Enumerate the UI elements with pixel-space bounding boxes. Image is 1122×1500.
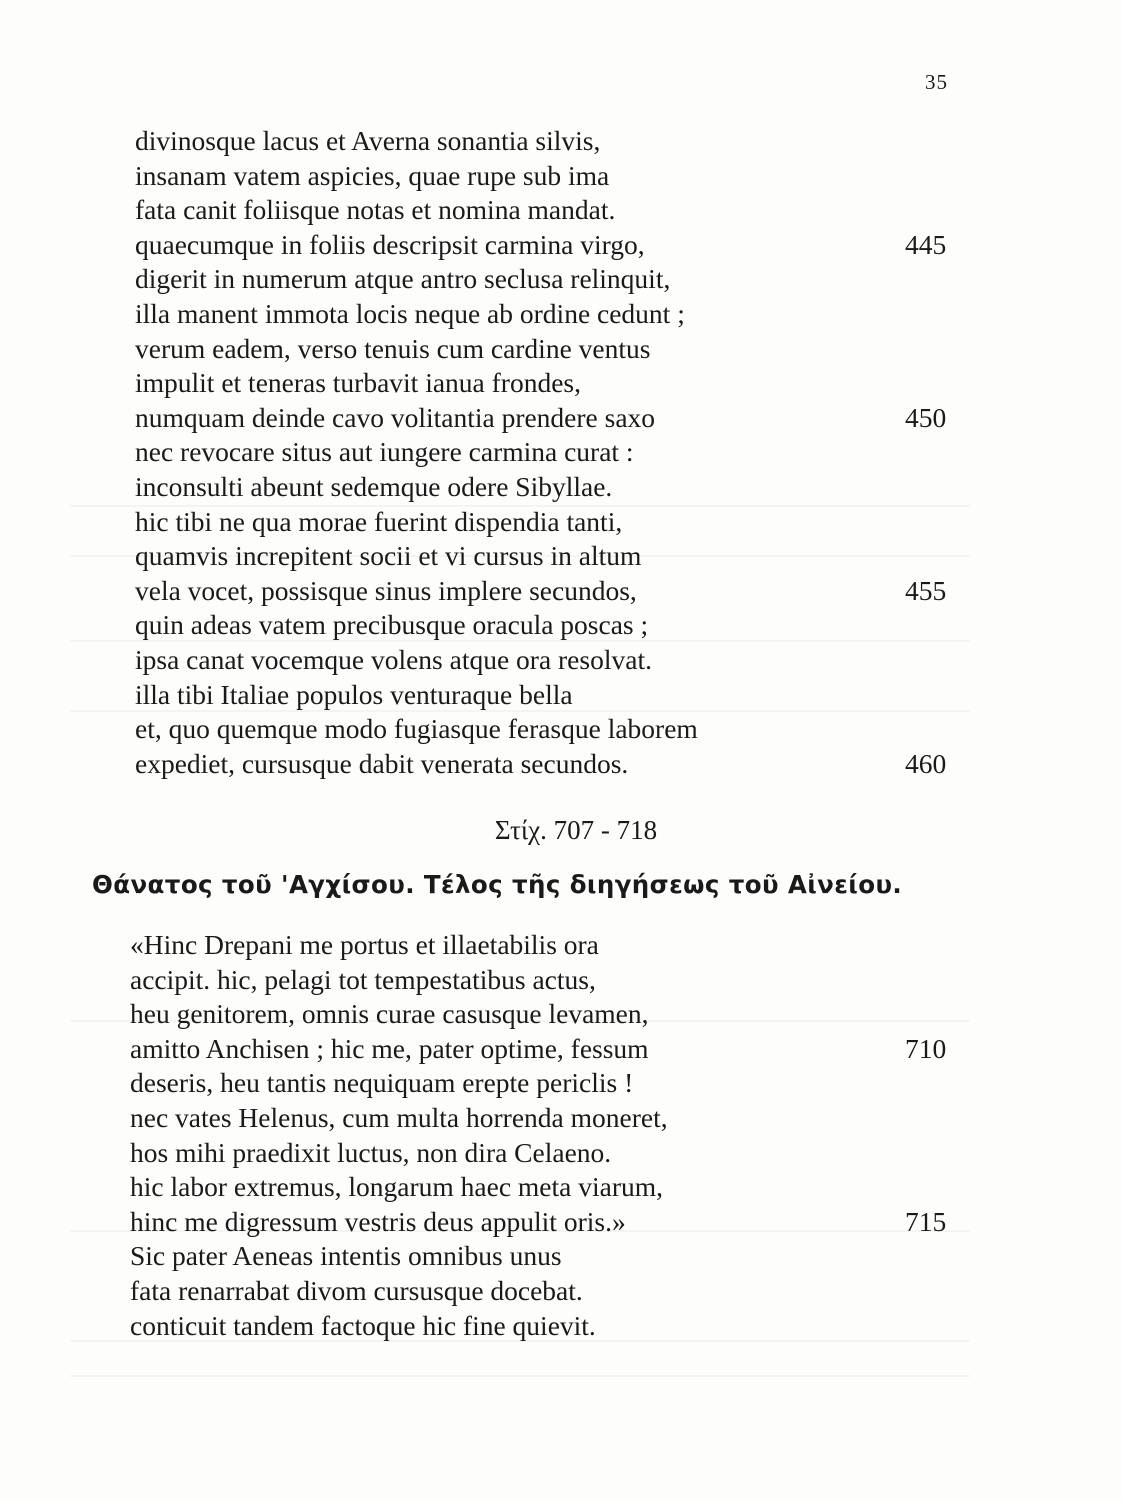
verse-line [0, 1205, 1122, 1240]
verse-line [0, 401, 1122, 436]
verse-text: numquam deinde cavo volitantia prendere saxo [135, 401, 656, 433]
verse-text: verum eadem, verso tenuis cum cardine ventus [135, 332, 651, 364]
line-number: 710 [905, 1032, 947, 1064]
verse-text: accipit. hic, pelagi tot tempestatibus actus, [130, 963, 596, 995]
verse-text: deseris, heu tantis nequiquam erepte periclis ! [130, 1067, 634, 1099]
verse-text: quin adeas vatem precibusque oracula poscas ; [135, 609, 649, 641]
verse-text: «Hinc Drepani me portus et illaetabilis ora [130, 929, 599, 960]
line-number: 460 [905, 747, 947, 779]
page-number: 35 [925, 70, 948, 94]
verse-line [0, 712, 1122, 747]
verse-text: hinc me digressum vestris deus appulit oris.» [130, 1205, 626, 1237]
bleed-through-line [70, 1375, 970, 1377]
verse-line [0, 1309, 1122, 1344]
verse-line [0, 262, 1122, 297]
section-heading: Θάνατος τοῦ 'Αγχίσου. Τέλος τῆς διηγήσεως τοῦ Αἰνείου. [92, 870, 903, 899]
verse-line [0, 1066, 1122, 1101]
verse-text: nec vates Helenus, cum multa horrenda moneret, [130, 1101, 668, 1133]
verse-line [0, 228, 1122, 263]
verse-line [0, 608, 1122, 643]
verse-text: Sic pater Aeneas intentis omnibus unus [130, 1240, 562, 1272]
verse-text: hic labor extremus, longarum haec meta viarum, [130, 1171, 664, 1203]
verse-line [0, 1239, 1122, 1274]
verse-line [0, 574, 1122, 609]
verse-text: fata canit foliisque notas et nomina mandat. [135, 194, 616, 226]
verse-line [0, 678, 1122, 713]
verse-line [0, 643, 1122, 678]
verse-block-upper [0, 124, 1122, 781]
line-number: 450 [905, 401, 947, 433]
verse-text: quamvis increpitent socii et vi cursus in altum [135, 540, 642, 572]
verse-line [0, 505, 1122, 540]
verse-text: conticuit tandem factoque hic fine quievit. [130, 1309, 596, 1341]
verse-text: heu genitorem, omnis curae casusque levamen, [130, 998, 649, 1030]
verse-text: amitto Anchisen ; hic me, pater optime, fessum [130, 1032, 649, 1064]
verse-text: quaecumque in foliis descripsit carmina virgo, [135, 228, 645, 260]
verse-line [0, 435, 1122, 470]
verse-text: impulit et teneras turbavit ianua frondes, [135, 367, 581, 399]
verse-line [0, 366, 1122, 401]
verse-text: vela vocet, possisque sinus implere secundos, [135, 574, 637, 606]
verse-line [0, 747, 1122, 782]
verse-line [0, 193, 1122, 228]
verse-line [0, 539, 1122, 574]
verse-text: illa manent immota locis neque ab ordine cedunt ; [135, 297, 685, 329]
verse-text: inconsulti abeunt sedemque odere Sibyllae. [135, 470, 613, 502]
line-number: 715 [905, 1205, 947, 1237]
verse-line [0, 1101, 1122, 1136]
verse-text: hic tibi ne qua morae fuerint dispendia tanti, [135, 505, 623, 537]
verse-text: divinosque lacus et Averna sonantia silvis, [135, 125, 601, 156]
verse-text: illa tibi Italiae populos venturaque bella [135, 678, 573, 710]
verse-text: expediet, cursusque dabit venerata secundos. [135, 747, 629, 779]
verse-text: nec revocare situs aut iungere carmina curat : [135, 436, 634, 468]
verse-line [0, 997, 1122, 1032]
line-number: 455 [905, 574, 947, 606]
verse-text: et, quo quemque modo fugiasque ferasque laborem [135, 713, 698, 745]
verse-line [0, 1170, 1122, 1205]
section-reference: Στίχ. 707 - 718 [494, 815, 658, 845]
verse-text: fata renarrabat divom cursusque docebat. [130, 1274, 583, 1306]
verse-line [0, 159, 1122, 194]
verse-text: ipsa canat vocemque volens atque ora resolvat. [135, 643, 652, 675]
verse-line [0, 470, 1122, 505]
line-number: 445 [905, 228, 947, 260]
verse-line [0, 297, 1122, 332]
verse-line [0, 332, 1122, 367]
verse-block-lower [0, 928, 1122, 1343]
verse-line [0, 1136, 1122, 1171]
verse-text: hos mihi praedixit luctus, non dira Celaeno. [130, 1136, 612, 1168]
verse-text: insanam vatem aspicies, quae rupe sub ima [135, 159, 610, 191]
verse-line [0, 928, 1122, 963]
verse-text: digerit in numerum atque antro seclusa relinquit, [135, 263, 671, 295]
verse-line [0, 124, 1122, 159]
verse-line [0, 1274, 1122, 1309]
verse-line [0, 1032, 1122, 1067]
verse-line [0, 963, 1122, 998]
